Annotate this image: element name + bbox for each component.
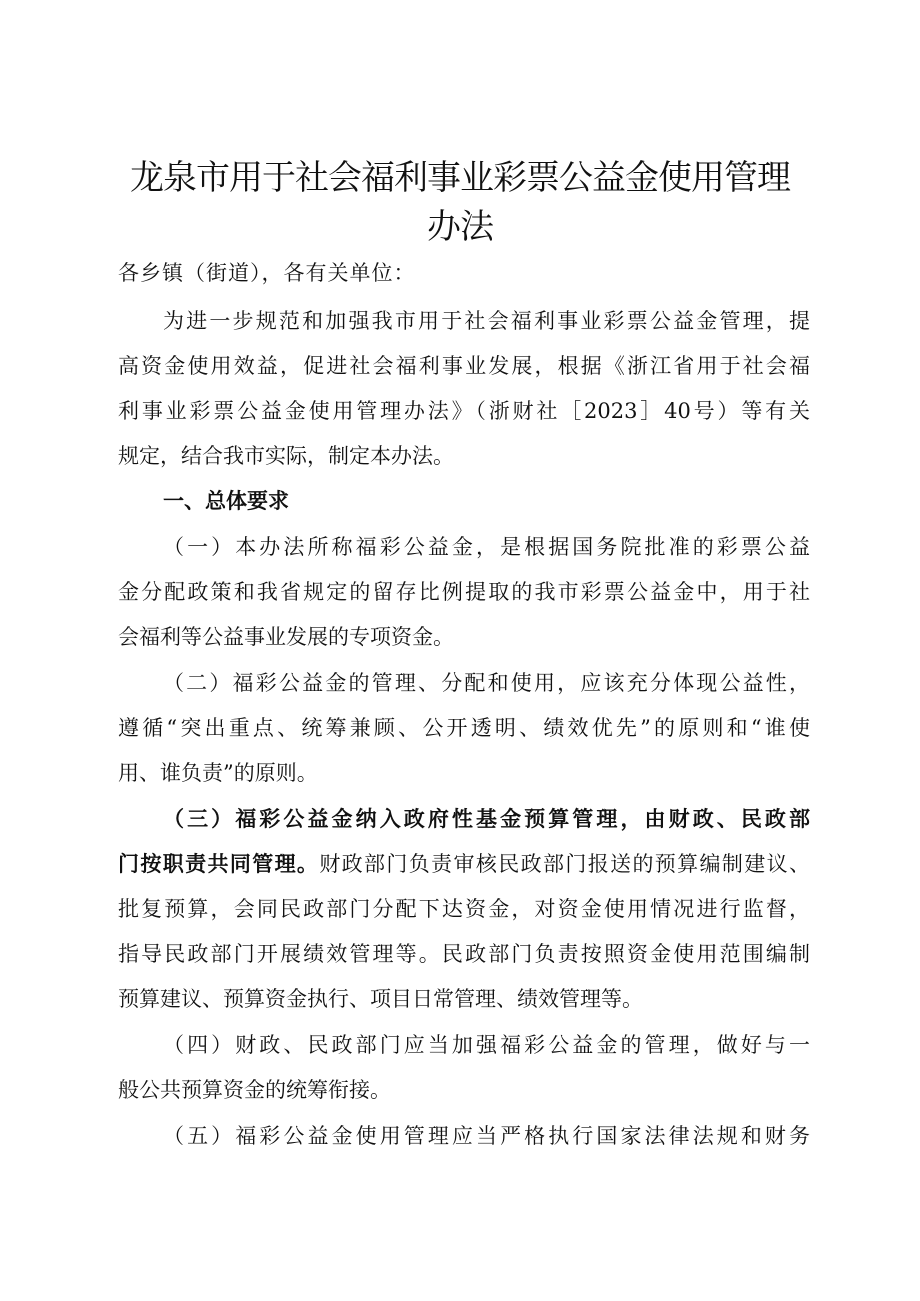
item1-line-1: （一）本办法所称福彩公益金，是根据国务院批准的彩票公益 (163, 535, 810, 559)
section-heading: 一、总体要求 (163, 489, 289, 513)
intro-line-3: 利事业彩票公益金使用管理办法》（浙财社［2023］40号）等有关 (118, 399, 810, 423)
item2-line-3: 用、谁负责”的原则。 (118, 761, 318, 785)
item3-line-4: 指导民政部门开展绩效管理等。民政部门负责按照资金使用范围编制 (118, 942, 810, 966)
item4-line-1: （四）财政、民政部门应当加强福彩公益金的管理，做好与一 (163, 1033, 810, 1057)
item5-line-1: （五）福彩公益金使用管理应当严格执行国家法律法规和财务 (163, 1124, 810, 1148)
intro-line-4: 规定，结合我市实际，制定本办法。 (118, 444, 454, 468)
salutation: 各乡镇（街道），各有关单位： (118, 261, 416, 285)
item2-line-2: 遵循“突出重点、统筹兼顾、公开透明、绩效优先”的原则和“谁使 (118, 716, 810, 740)
intro-line-1: 为进一步规范和加强我市用于社会福利事业彩票公益金管理，提 (163, 309, 810, 333)
document-title-line-1: 龙泉市用于社会福利事业彩票公益金使用管理 (130, 158, 790, 198)
item2-line-1: （二）福彩公益金的管理、分配和使用，应该充分体现公益性， (163, 671, 810, 695)
item1-line-2: 金分配政策和我省规定的留存比例提取的我市彩票公益金中，用于社 (118, 580, 810, 604)
intro-line-2: 高资金使用效益，促进社会福利事业发展，根据《浙江省用于社会福 (118, 354, 810, 378)
item3-line-2-rest: 财政部门负责审核民政部门报送的预算编制建议、 (319, 852, 811, 876)
item3-line-5: 预算建议、预算资金执行、项目日常管理、绩效管理等。 (118, 987, 643, 1011)
item3-bold-text: 门按职责共同管理。 (118, 852, 320, 876)
item3-line-1-bold: （三）福彩公益金纳入政府性基金预算管理，由财政、民政部 (163, 807, 810, 831)
item3-line-2 (118, 849, 810, 879)
item1-line-3: 会福利等公益事业发展的专项资金。 (118, 625, 454, 649)
item4-line-2: 般公共预算资金的统筹衔接。 (118, 1078, 391, 1102)
document-title-line-2: 办法 (427, 207, 493, 247)
item3-line-3: 批复预算，会同民政部门分配下达资金，对资金使用情况进行监督， (118, 897, 810, 921)
